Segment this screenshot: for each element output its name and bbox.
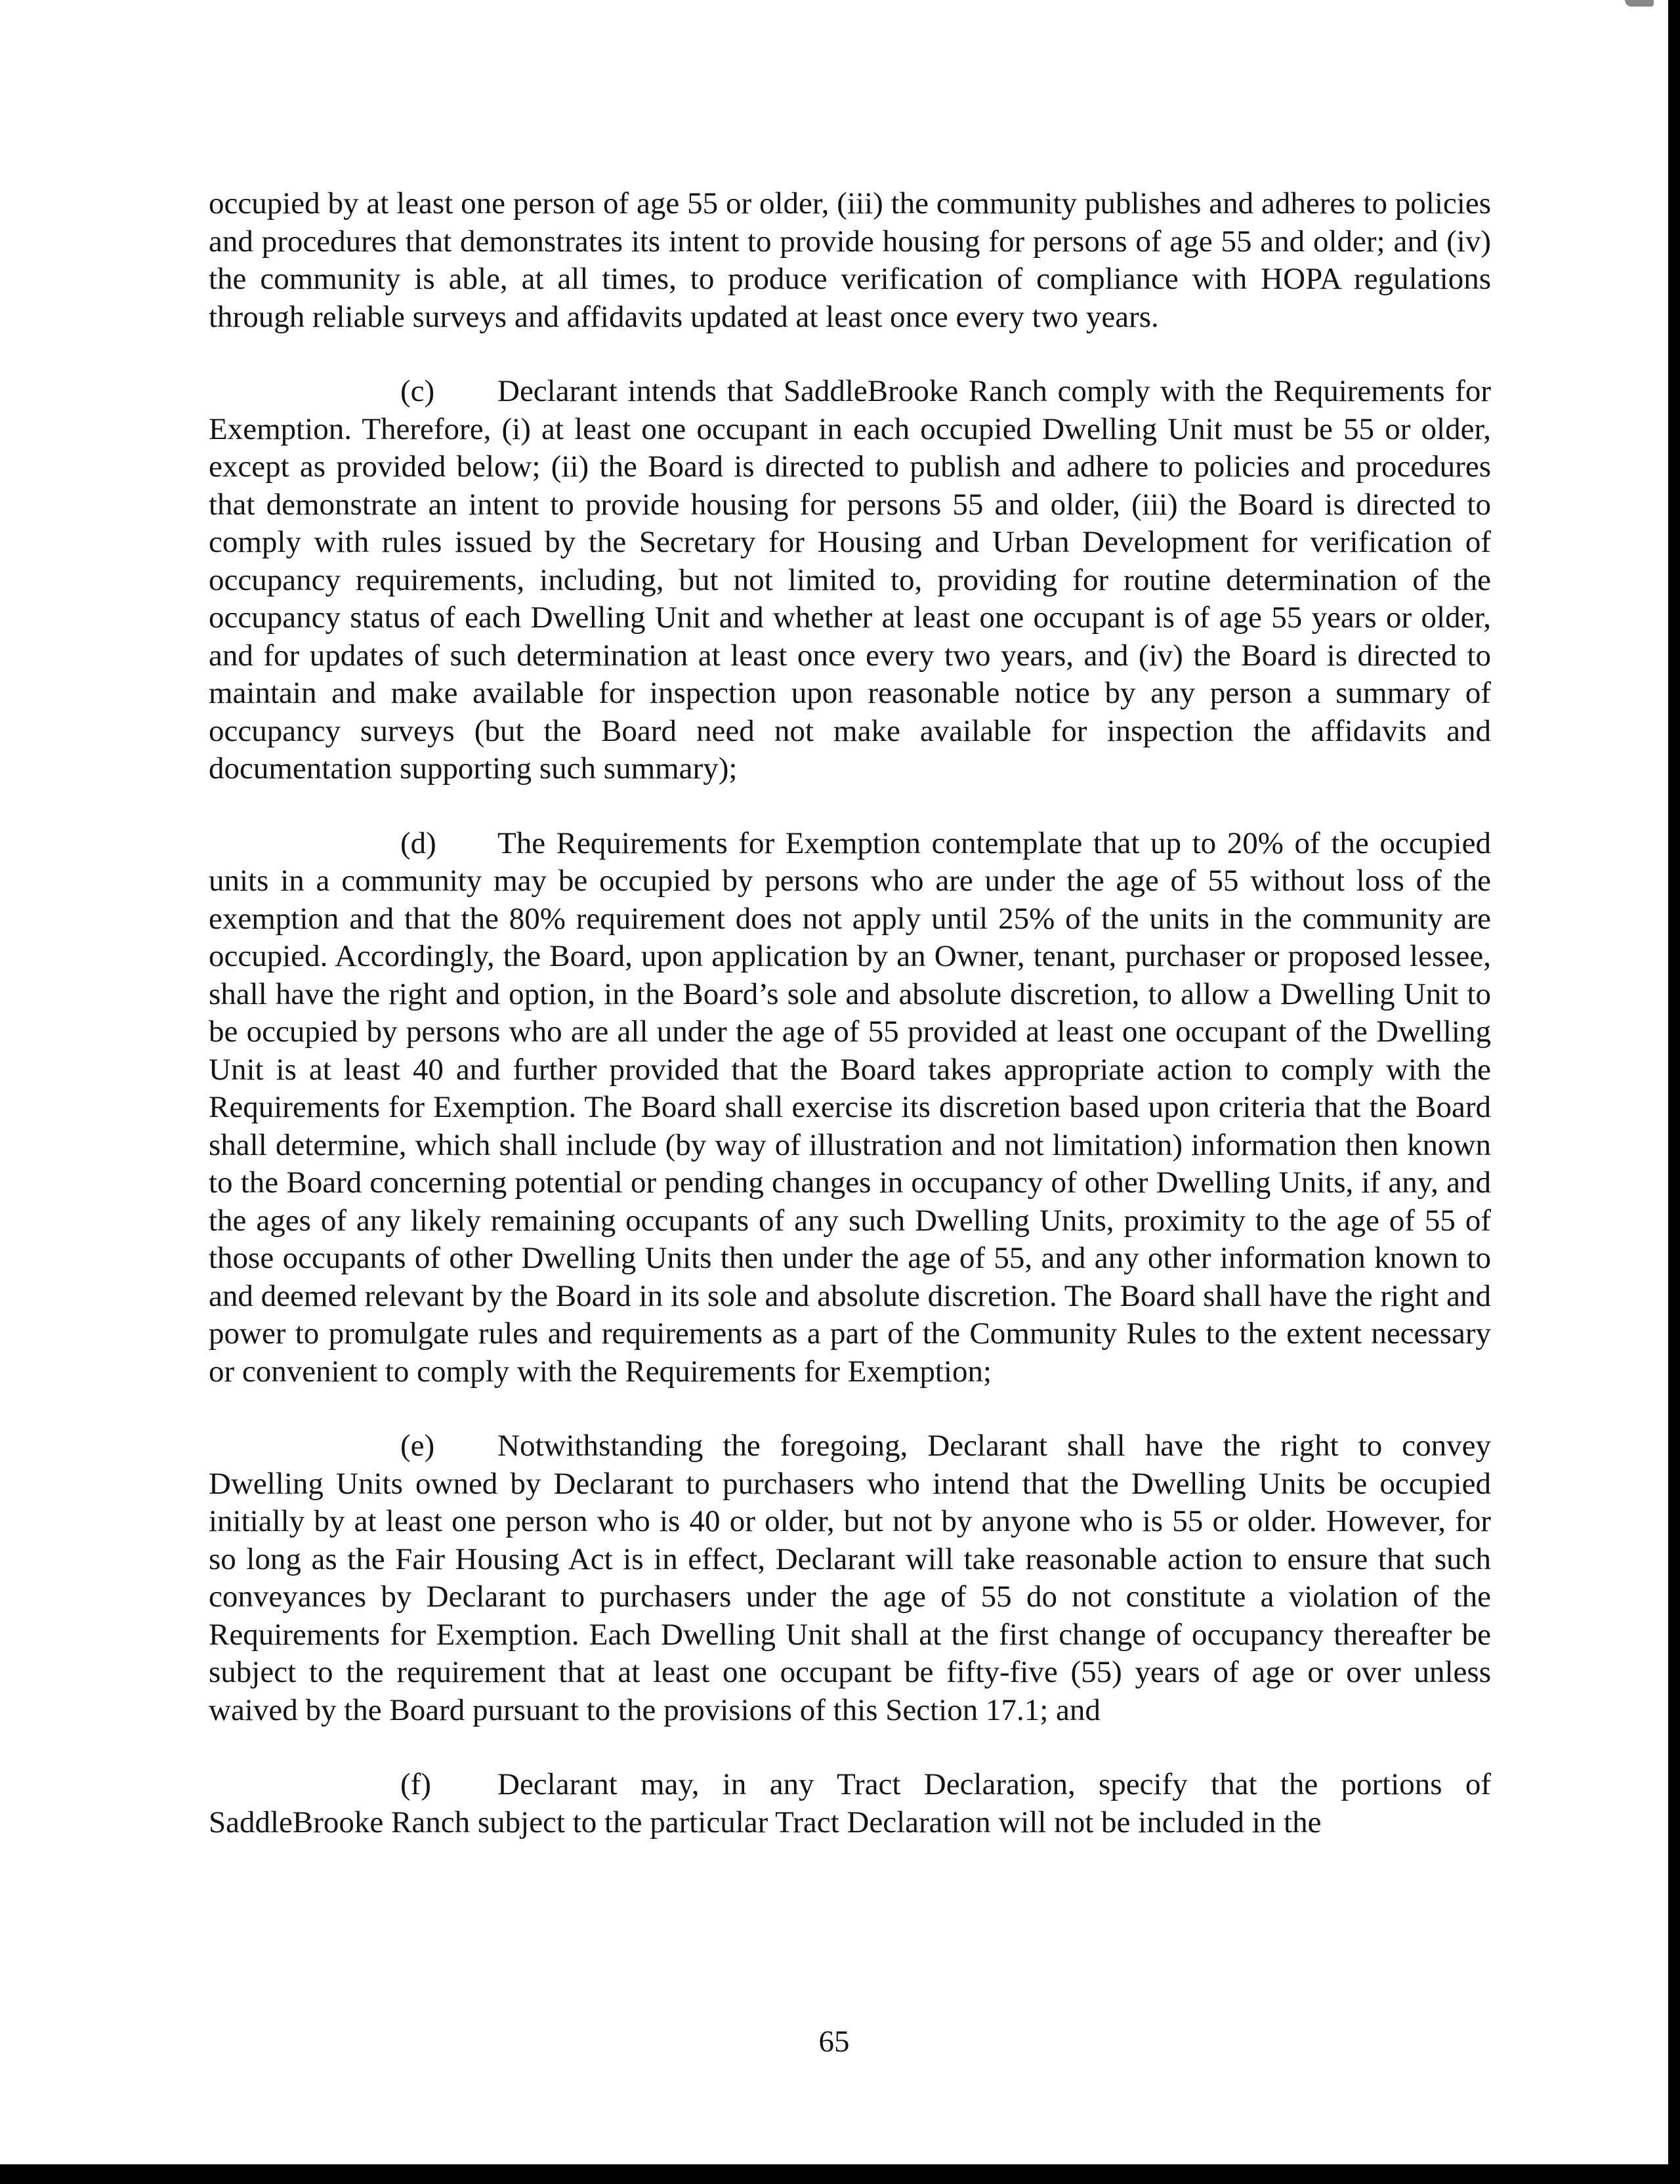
paragraph-label: (e) <box>400 1429 435 1463</box>
paragraph-c <box>209 373 1491 788</box>
paragraph-continuation <box>209 185 1491 336</box>
paragraph-label: (f) <box>400 1767 431 1801</box>
paragraph-text: The Requirements for Exemption contemplate that up to 20% of the occupied units in a community may be occupied by persons who are under the age of 55 without loss of the exemption and that the 80% requirement does not apply until 25% of the units in the community are occupied. Accordingly, the Board, upon application by an Owner, tenant, purchaser or proposed lessee, shall have the right and option, in the Board’s sole and absolute discretion, to allow a Dwelling Unit to be occupied by persons who are all under the age of 55 provided at least one occupant of the Dwelling Unit is at least 40 and further provided that the Board takes appropriate action to comply with the Requirements for Exemption. The Board shall exercise its discretion based upon criteria that the Board shall determine, which shall include (by way of illustration and not limitation) information then known to the Board concerning potential or pending changes in occupancy of other Dwelling Units, if any, and the ages of any likely remaining occupants of any such Dwelling Units, proximity to the age of 55 of those occupants of other Dwelling Units then under the age of 55, and any other information known to and deemed relevant by the Board in its sole and absolute discretion. The Board shall have the right and power to promulgate rules and requirements as a part of the Community Rules to the extent necessary or convenient to comply with the Requirements for Exemption; <box>209 826 1491 1389</box>
paragraph-text: Notwithstanding the foregoing, Declarant shall have the right to convey Dwelling Units owned by Declarant to purchasers who intend that the Dwelling Units be occupied initially by at least one person who is 40 or older, but not by anyone who is 55 or older. However, for so long as the Fair Housing Act is in effect, Declarant will take reasonable action to ensure that such conveyances by Declarant to purchasers under the age of 55 do not constitute a violation of the Requirements for Exemption. Each Dwelling Unit shall at the first change of occupancy thereafter be subject to the requirement that at least one occupant be fifty-five (55) years of age or over unless waived by the Board pursuant to the provisions of this Section 17.1; and <box>209 1429 1491 1727</box>
paragraph-label: (c) <box>400 374 435 408</box>
document-body <box>209 185 1491 1878</box>
paragraph-text: Declarant intends that SaddleBrooke Ranch comply with the Requirements for Exemption. Therefore, (i) at least one occupant in each occupied Dwelling Unit must be 55 or older, except as provided below; (ii) the Board is directed to publish and adhere to policies and procedures that demonstrate an intent to provide housing for persons 55 and older, (iii) the Board is directed to comply with rules issued by the Secretary for Housing and Urban Development for verification of occupancy requirements, including, but not limited to, providing for routine determination of the occupancy status of each Dwelling Unit and whether at least one occupant is of age 55 years or older, and for updates of such determination at least once every two years, and (iv) the Board is directed to maintain and make available for inspection upon reasonable notice by any person a summary of occupancy surveys (but the Board need not make available for inspection the affidavits and documentation supporting such summary); <box>209 374 1491 786</box>
paragraph-text: occupied by at least one person of age 55 or older, (iii) the community publishes and adheres to policies and procedures that demonstrates its intent to provide housing for persons of age 55 and older; and (iv) the community is able, at all times, to produce verification of compliance with HOPA regulations through reliable surveys and affidavits updated at least once every two years. <box>209 186 1491 334</box>
paragraph-d <box>209 825 1491 1391</box>
paragraph-label: (d) <box>400 826 436 860</box>
paragraph-f <box>209 1766 1491 1841</box>
paragraph-text: Declarant may, in any Tract Declaration, specify that the portions of SaddleBrooke Ranch subject to the particular Tract Declaration will not be included in the <box>209 1767 1491 1839</box>
page-number: 65 <box>818 2025 850 2059</box>
paragraph-e <box>209 1427 1491 1729</box>
scan-artifact <box>1625 0 1654 7</box>
